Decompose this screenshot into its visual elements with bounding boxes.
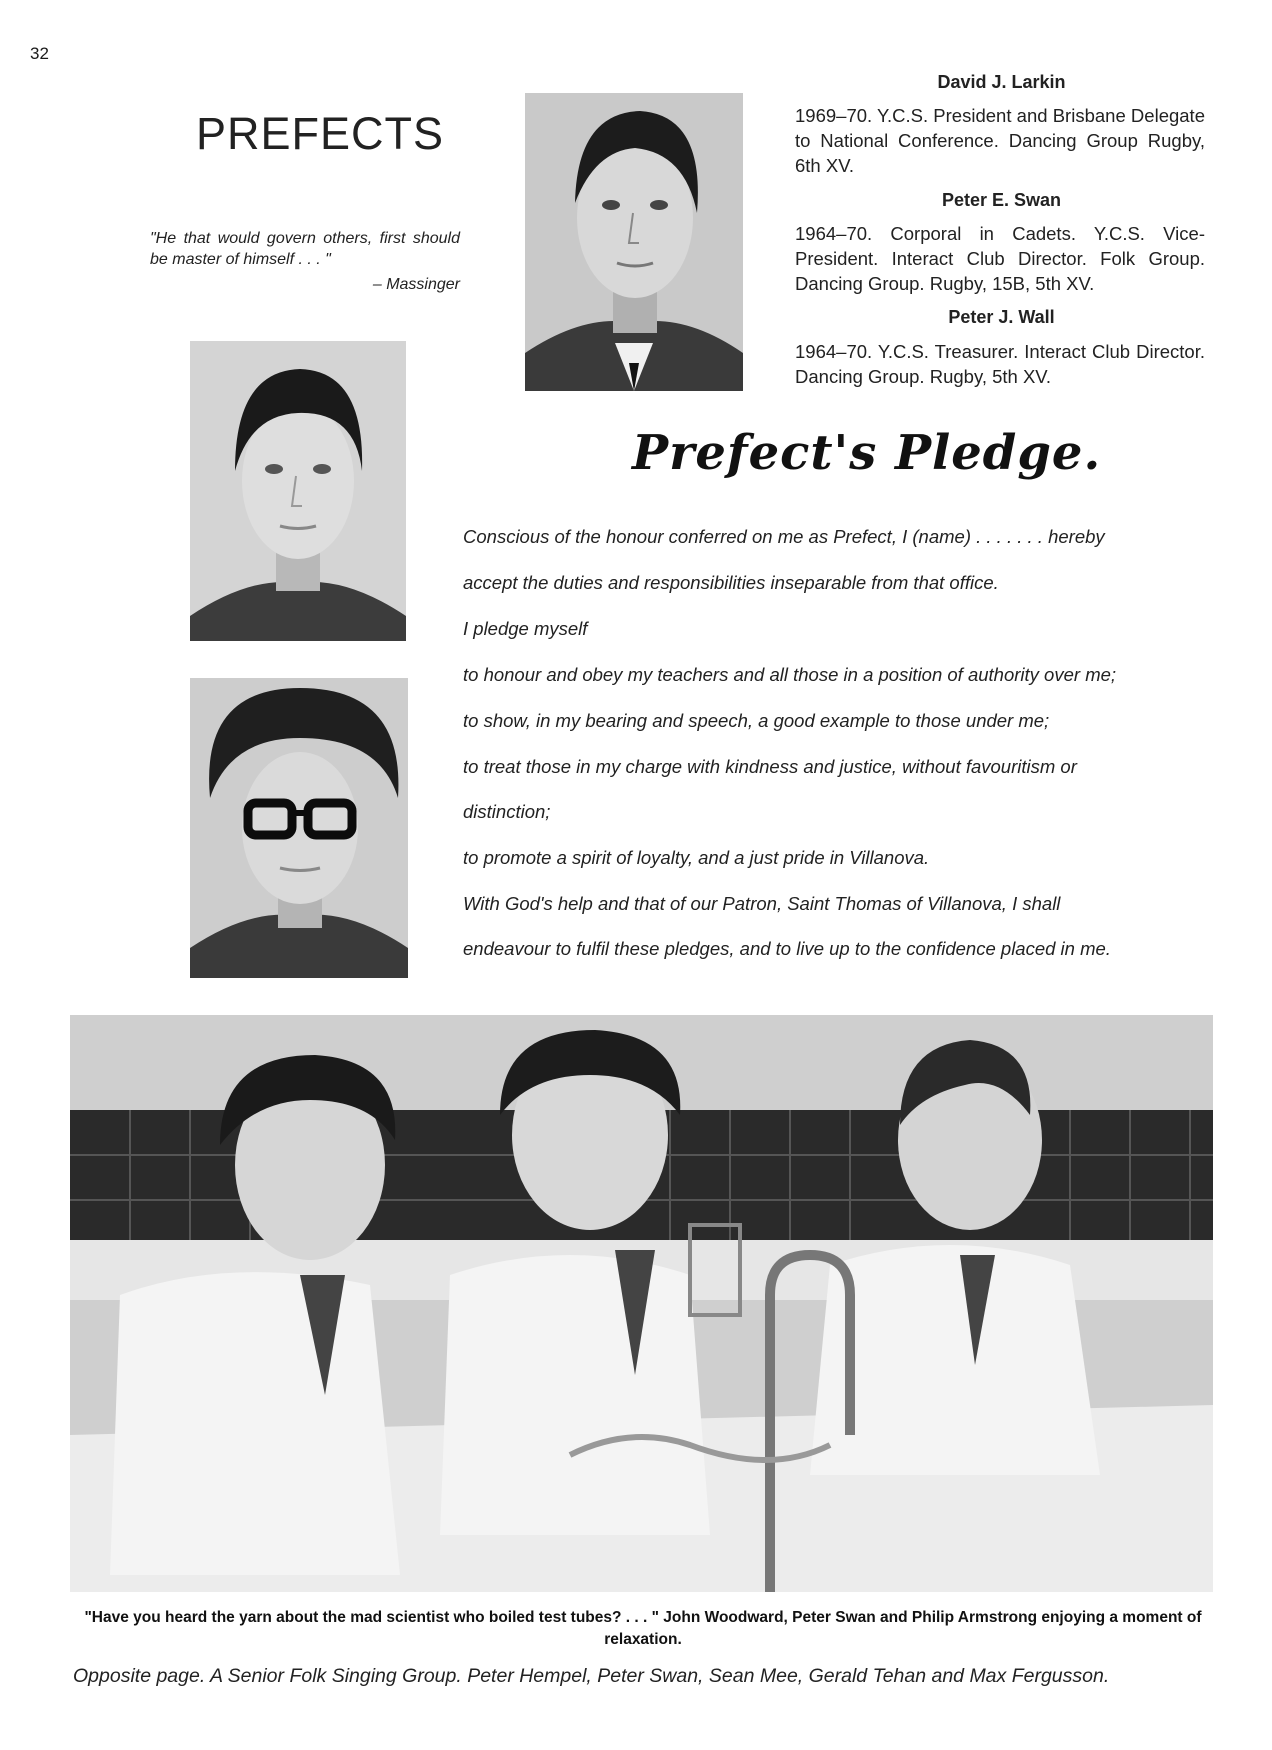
- pledge-line: to honour and obey my teachers and all those in a position of authority over me;: [463, 664, 1117, 685]
- bio-name-larkin: David J. Larkin: [937, 72, 1066, 92]
- page-number: 32: [30, 44, 49, 63]
- pledge-line: to promote a spirit of loyalty, and a just pride in Villanova.: [463, 847, 930, 868]
- group-photo: [70, 1015, 1213, 1592]
- pledge-line: accept the duties and responsibilities inseparable from that office.: [463, 572, 999, 593]
- bio-text-swan: 1964–70. Corporal in Cadets. Y.C.S. Vice-President. Interact Club Director. Folk Group. Dancing Group. Rugby, 15B, 5th XV.: [795, 223, 1205, 294]
- opposite-page-note: Opposite page. A Senior Folk Singing Group. Peter Hempel, Peter Swan, Sean Mee, Gerald Tehan and Max Fergusson.: [73, 1665, 1110, 1687]
- pledge-line: to treat those in my charge with kindness and justice, without favouritism or: [463, 756, 1077, 777]
- bio-name-swan: Peter E. Swan: [941, 190, 1062, 210]
- portrait-photo-larkin: [525, 93, 743, 391]
- portrait-photo-wall: [190, 678, 408, 978]
- bio-name-wall: Peter J. Wall: [948, 307, 1055, 327]
- bio-text-wall: 1964–70. Y.C.S. Treasurer. Interact Club Director. Dancing Group. Rugby, 5th XV.: [795, 341, 1205, 387]
- pledge-line: I pledge myself: [463, 618, 588, 639]
- section-title: PREFECTS: [196, 108, 445, 159]
- photo-caption: "Have you heard the yarn about the mad scientist who boiled test tubes? . . . " John Woodward, Peter Swan and Philip Armstrong enjoying a moment of relaxation.: [84, 1609, 1202, 1648]
- pledge-title: Prefect's Pledge.: [632, 425, 1102, 481]
- pledge-line: endeavour to fulfil these pledges, and to live up to the confidence placed in me.: [463, 938, 1111, 959]
- pledge-line: distinction;: [463, 801, 551, 822]
- portrait-photo-swan: [190, 341, 406, 641]
- pledge-line: With God's help and that of our Patron, Saint Thomas of Villanova, I shall: [463, 893, 1061, 914]
- pledge-line: Conscious of the honour conferred on me as Prefect, I (name) . . . . . . . hereby: [463, 526, 1105, 547]
- pledge-line: to show, in my bearing and speech, a good example to those under me;: [463, 710, 1050, 731]
- bio-text-larkin: 1969–70. Y.C.S. President and Brisbane Delegate to National Conference. Dancing Group Rugby, 6th XV.: [795, 105, 1205, 176]
- epigraph-quote: "He that would govern others, first should be master of himself . . . ": [150, 230, 460, 268]
- epigraph-attribution: – Massinger: [372, 276, 460, 293]
